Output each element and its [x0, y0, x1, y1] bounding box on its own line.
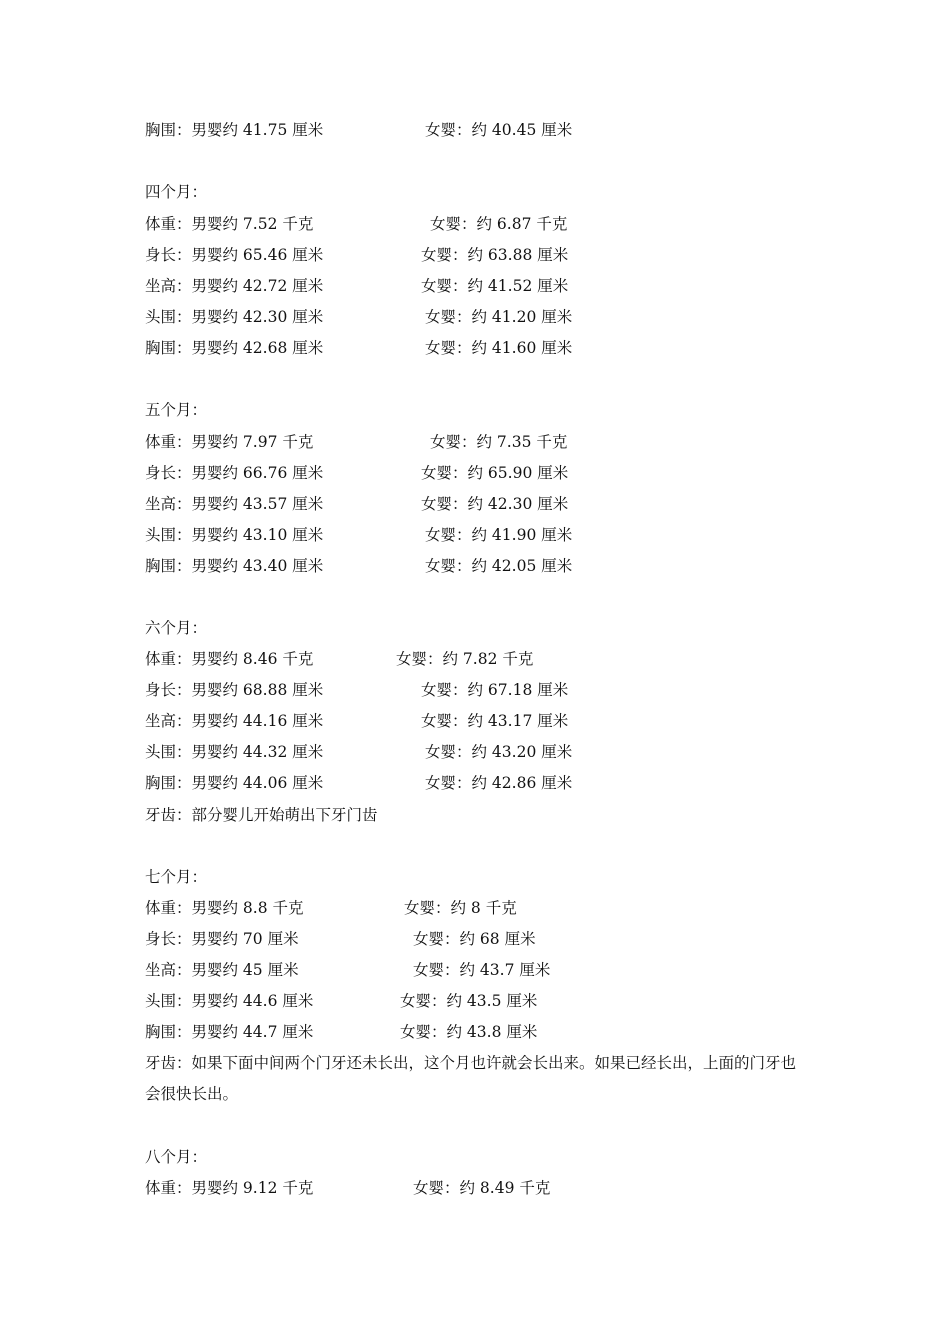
male-value: 身长：男婴约 70 厘米 [145, 930, 299, 948]
female-value: 女婴：约 42.86 厘米 [425, 774, 573, 792]
male-value: 坐高：男婴约 43.57 厘米 [145, 495, 324, 513]
female-value: 女婴：约 42.05 厘米 [425, 557, 573, 575]
male-value: 胸围：男婴约 42.68 厘米 [145, 339, 324, 357]
month-7-teeth-note: 牙齿：如果下面中间两个门牙还未长出，这个月也许就会长出来。如果已经长出，上面的门牙也会很快长出。 [145, 1054, 797, 1103]
female-value: 女婴：约 43.17 厘米 [421, 712, 569, 730]
female-value: 女婴：约 42.30 厘米 [421, 495, 569, 513]
female-value: 女婴：约 7.35 千克 [430, 433, 568, 451]
male-value: 坐高：男婴约 45 厘米 [145, 961, 299, 979]
female-value: 女婴：约 67.18 厘米 [421, 681, 569, 699]
female-value: 女婴：约 43.7 厘米 [413, 961, 551, 979]
male-value: 胸围：男婴约 43.40 厘米 [145, 557, 324, 575]
female-value: 女婴：约 6.87 千克 [430, 215, 568, 233]
month-6-teeth-note: 牙齿：部分婴儿开始萌出下牙门齿 [145, 806, 378, 824]
female-value: 女婴：约 8 千克 [404, 899, 517, 917]
female-value: 女婴：约 43.20 厘米 [425, 743, 573, 761]
female-value: 女婴：约 40.45 厘米 [425, 121, 573, 139]
female-value: 女婴：约 8.49 千克 [413, 1179, 551, 1197]
male-value: 胸围：男婴约 44.06 厘米 [145, 774, 324, 792]
month-6-heading: 六个月： [145, 619, 208, 637]
female-value: 女婴：约 41.60 厘米 [425, 339, 573, 357]
male-value: 头围：男婴约 44.6 厘米 [145, 992, 314, 1010]
female-value: 女婴：约 65.90 厘米 [421, 464, 569, 482]
male-value: 体重：男婴约 8.46 千克 [145, 650, 314, 668]
male-value: 体重：男婴约 7.97 千克 [145, 433, 314, 451]
male-value: 胸围：男婴约 44.7 厘米 [145, 1023, 314, 1041]
female-value: 女婴：约 41.20 厘米 [425, 308, 573, 326]
month-4-heading: 四个月： [145, 183, 208, 201]
male-value: 头围：男婴约 42.30 厘米 [145, 308, 324, 326]
female-value: 女婴：约 41.90 厘米 [425, 526, 573, 544]
month-8-heading: 八个月： [145, 1148, 208, 1166]
male-value: 体重：男婴约 7.52 千克 [145, 215, 314, 233]
male-value: 身长：男婴约 65.46 厘米 [145, 246, 324, 264]
male-value: 头围：男婴约 43.10 厘米 [145, 526, 324, 544]
male-value: 体重：男婴约 8.8 千克 [145, 899, 304, 917]
male-value: 坐高：男婴约 44.16 厘米 [145, 712, 324, 730]
month-5-heading: 五个月： [145, 401, 208, 419]
female-value: 女婴：约 68 厘米 [413, 930, 536, 948]
female-value: 女婴：约 43.8 厘米 [400, 1023, 538, 1041]
female-value: 女婴：约 7.82 千克 [396, 650, 534, 668]
month-7-heading: 七个月： [145, 868, 208, 886]
male-value: 头围：男婴约 44.32 厘米 [145, 743, 324, 761]
male-value: 胸围：男婴约 41.75 厘米 [145, 121, 324, 139]
female-value: 女婴：约 43.5 厘米 [400, 992, 538, 1010]
male-value: 身长：男婴约 68.88 厘米 [145, 681, 324, 699]
female-value: 女婴：约 41.52 厘米 [421, 277, 569, 295]
female-value: 女婴：约 63.88 厘米 [421, 246, 569, 264]
male-value: 身长：男婴约 66.76 厘米 [145, 464, 324, 482]
male-value: 坐高：男婴约 42.72 厘米 [145, 277, 324, 295]
month-8-weight-row [145, 1178, 551, 1258]
male-value: 体重：男婴约 9.12 千克 [145, 1179, 314, 1197]
